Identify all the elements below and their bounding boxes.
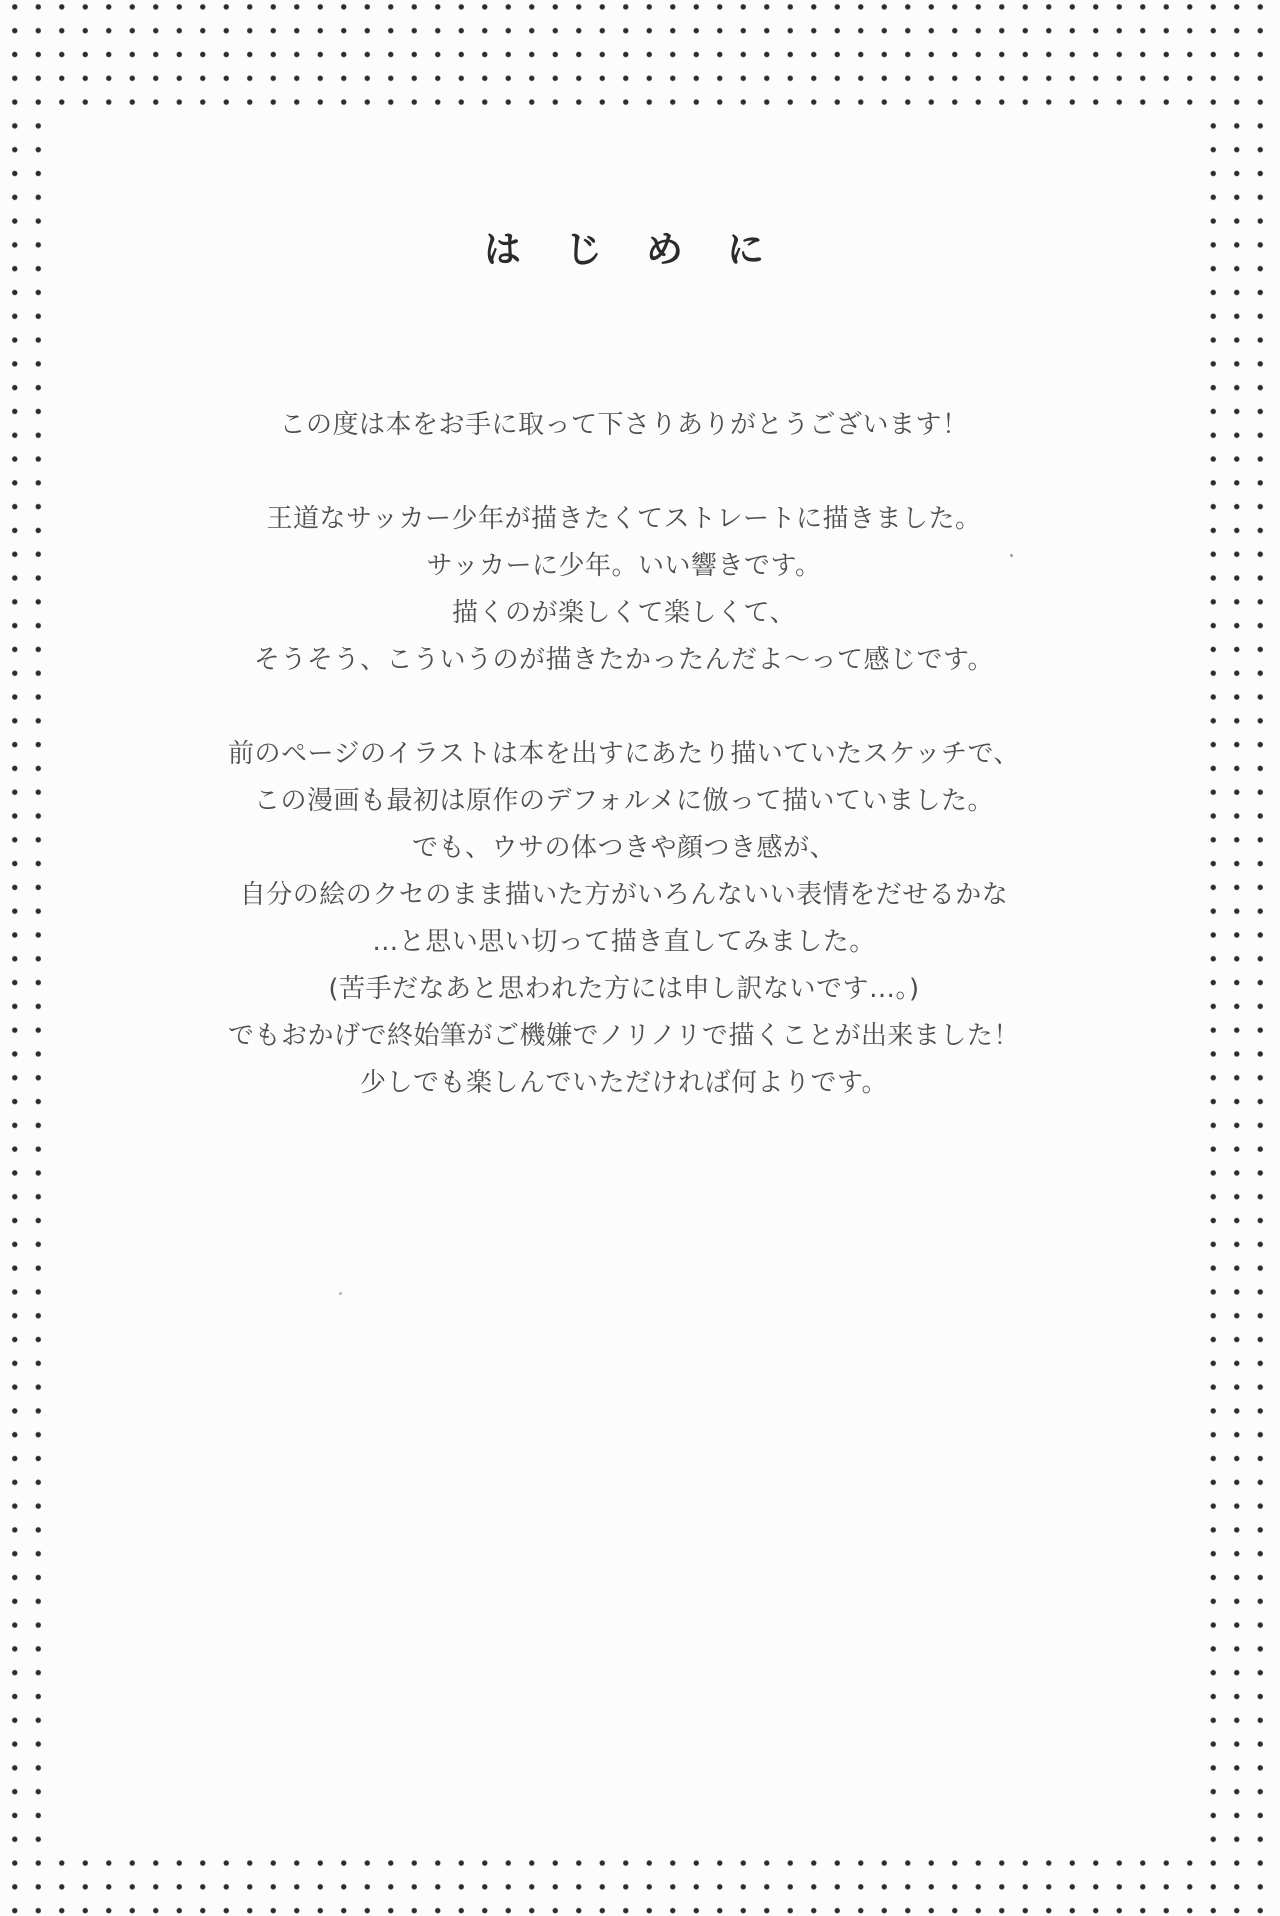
text-line: この漫画も最初は原作のデフォルメに倣って描いていました。: [254, 786, 994, 816]
page-title: [52, 224, 1196, 276]
paragraph-soccer: [52, 496, 1196, 684]
text-line: 王道なサッカー少年が描きたくてストレートに描きました。: [266, 504, 982, 534]
text-line: 少しでも楽しんでいただければ何よりです。: [360, 1068, 888, 1098]
scan-speck: [1010, 554, 1013, 557]
text-line: でもおかげで終始筆がご機嫌でノリノリで描くことが出来ました！: [228, 1021, 1020, 1051]
text-line: この度は本をお手に取って下さりありがとうございます！: [279, 410, 969, 440]
text-line: 自分の絵のクセのまま描いた方がいろんないい表情をだせるかな: [239, 880, 1009, 910]
scan-speck: [339, 1292, 342, 1295]
text-line: でも、ウサの体つきや顔つき感が、: [411, 833, 836, 863]
page-content: [52, 112, 1196, 1848]
text-line: サッカーに少年。いい響きです。: [426, 551, 822, 581]
text-line: …と思い思い切って描き直してみました。: [372, 927, 876, 957]
text-line: 描くのが楽しくて楽しくて、: [452, 598, 796, 628]
text-line: そうそう、こういうのが描きたかったんだよ～って感じです。: [254, 645, 994, 675]
paragraph-thanks: [52, 402, 1196, 449]
paragraph-sketch: [52, 731, 1196, 1107]
text-line: 前のページのイラストは本を出すにあたり描いていたスケッチで、: [228, 739, 1020, 769]
page-title-text: はじめに: [484, 228, 808, 271]
text-line: (苦手だなあと思われた方には申し訳ないです…。): [328, 974, 920, 1004]
